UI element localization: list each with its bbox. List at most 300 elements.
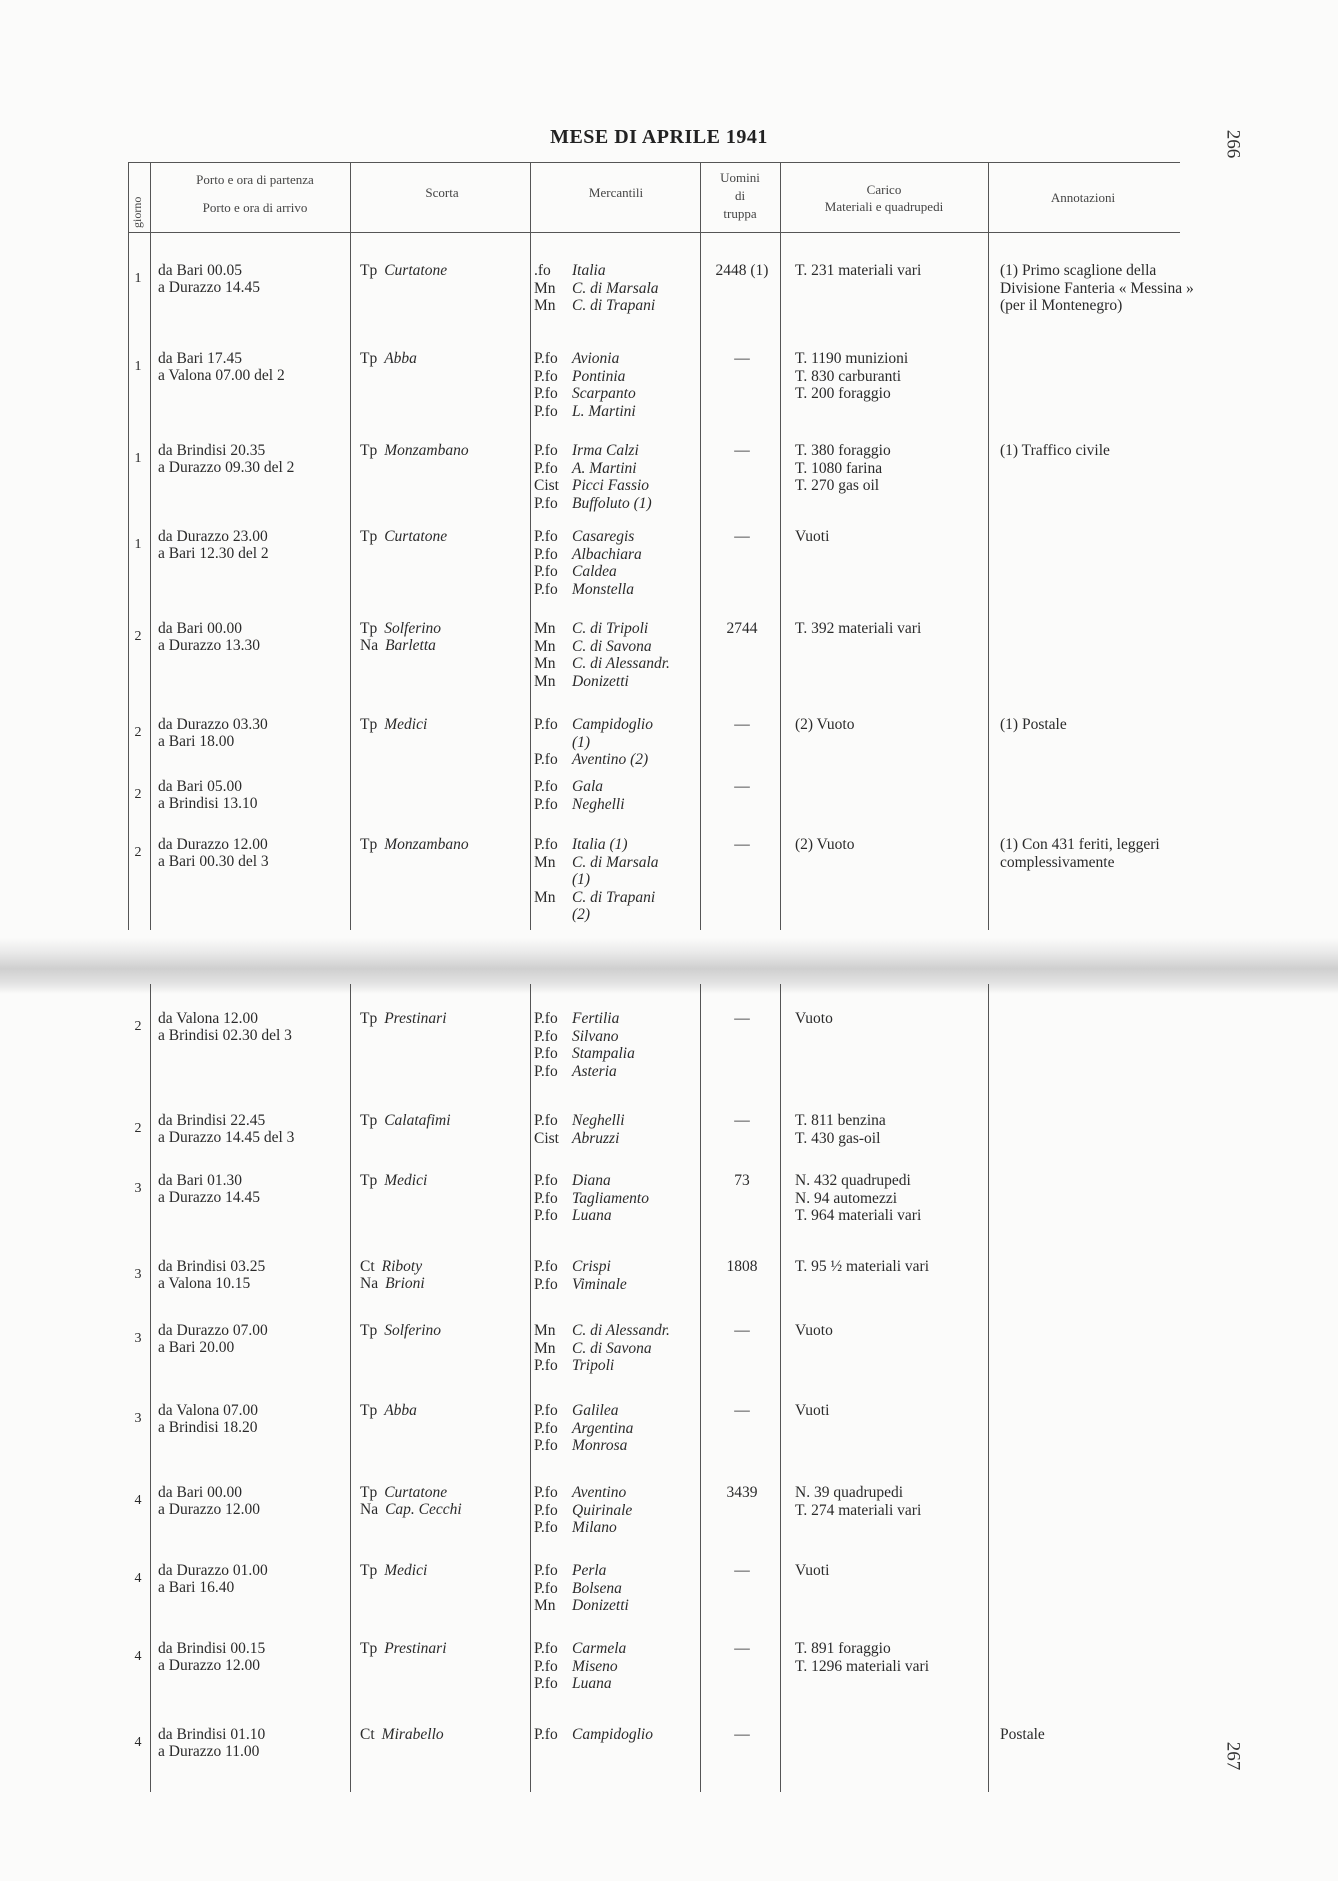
header-cargo-1: Carico (866, 182, 902, 197)
merchant-entry (534, 673, 629, 691)
troops-cell: — (734, 836, 750, 853)
notes-cell: Postale (1000, 1726, 1045, 1743)
escort-name: Abba (384, 350, 417, 367)
merchant-type: P.fo (534, 580, 558, 598)
merchant-entry (534, 403, 636, 421)
arrival-cell: a Durazzo 09.30 del 2 (158, 459, 295, 476)
day-cell: 3 (134, 1331, 142, 1346)
day-cell: 2 (134, 725, 142, 740)
escort-entry (360, 716, 427, 734)
merchant-entry (534, 1045, 635, 1063)
merchant-type: Mn (534, 279, 556, 297)
merchant-entry (534, 1597, 629, 1615)
merchant-entry (534, 460, 637, 478)
day-cell: 1 (134, 537, 142, 552)
merchant-entry (534, 528, 634, 546)
merchant-entry (534, 1402, 619, 1420)
escort-name: Curtatone (384, 528, 448, 545)
day-cell: 2 (134, 1121, 142, 1136)
merchant-type: P.fo (534, 1579, 558, 1597)
merchant-type: P.fo (534, 1189, 558, 1207)
troops-cell: 2448 (1) (715, 262, 769, 279)
merchant-entry (534, 836, 628, 854)
merchant-type: P.fo (534, 1062, 558, 1080)
merchant-name: Quirinale (572, 1501, 633, 1519)
escort-entry (360, 1484, 447, 1502)
merchant-name: Abruzzi (572, 1129, 620, 1147)
merchant-type: P.fo (534, 563, 558, 580)
escort-name: Curtatone (384, 262, 448, 279)
merchant-name: Donizetti (572, 1597, 629, 1614)
escort-entry (360, 1275, 425, 1293)
troops-cell: — (734, 1010, 750, 1027)
merchant-type: P.fo (534, 1562, 558, 1579)
merchant-type: Mn (534, 297, 556, 314)
merchant-name: Fertilia (572, 1010, 620, 1027)
merchant-name: Donizetti (572, 672, 629, 690)
escort-entry (360, 1402, 417, 1420)
escort-entry (360, 1322, 441, 1340)
escort-name: Monzambano (384, 836, 469, 853)
troops-cell: — (734, 442, 750, 459)
merchant-name: C. di Trapani (572, 297, 656, 314)
notes-cell: (1) Postale (1000, 716, 1067, 733)
merchant-type: P.fo (534, 402, 558, 420)
cargo-line: T. 964 materiali vari (795, 1207, 922, 1224)
arrival-cell: a Durazzo 14.45 (158, 1189, 260, 1206)
merchant-name: Italia (1) (572, 836, 628, 853)
cargo-line: Vuoti (795, 528, 830, 545)
merchant-name: Tagliamento (572, 1189, 649, 1207)
merchant-name: Gala (572, 778, 603, 795)
escort-entry (360, 350, 417, 368)
merchant-name: Bolsena (572, 1579, 622, 1597)
merchant-entry (534, 1010, 619, 1028)
merchant-type: P.fo (534, 1501, 558, 1519)
merchant-name: Asteria (572, 1062, 617, 1080)
day-cell: 2 (134, 1019, 142, 1034)
merchant-name: C. di Marsala (572, 853, 659, 871)
merchant-entry (534, 280, 659, 298)
merchant-entry (534, 1519, 617, 1537)
merchant-entry (534, 1063, 617, 1081)
cargo-line: T. 231 materiali vari (795, 262, 922, 279)
merchant-entry (534, 1276, 627, 1294)
header-notes: Annotazioni (1050, 190, 1116, 205)
departure-cell: da Brindisi 00.15 (158, 1640, 266, 1657)
merchant-name: Luana (572, 1207, 612, 1224)
merchant-type: P.fo (534, 528, 558, 545)
cargo-line: Vuoti (795, 1562, 830, 1579)
escort-name: Brioni (385, 1275, 425, 1292)
merchant-entry (534, 1357, 614, 1375)
notes-cell: (1) Traffico civile (1000, 442, 1110, 459)
merchant-name: Casaregis (572, 528, 635, 545)
merchant-name: C. di Alessandr. (572, 655, 670, 672)
troops-cell: — (734, 1562, 750, 1579)
departure-cell: da Bari 17.45 (158, 350, 242, 367)
merchant-name: (2) (572, 906, 591, 923)
departure-cell: da Bari 05.00 (158, 778, 242, 795)
merchant-type: P.fo (534, 751, 558, 768)
escort-type: Tp (360, 1402, 378, 1419)
notes-cell: (1) Primo scaglione della Divisione Fanteria « Messina » (per il Montenegro) (1000, 262, 1194, 314)
escort-entry (360, 836, 469, 854)
escort-name: Abba (384, 1402, 417, 1419)
arrival-cell: a Bari 18.00 (158, 733, 235, 750)
escort-entry (360, 1726, 444, 1744)
troops-cell: 1808 (726, 1258, 758, 1275)
escort-entry (360, 1640, 447, 1658)
day-cell: 2 (134, 629, 142, 644)
cargo-line: Vuoti (795, 1402, 830, 1419)
merchant-entry (534, 751, 648, 769)
escort-type: Tp (360, 716, 378, 733)
merchant-entry (534, 906, 590, 924)
merchant-name: C. di Tripoli (572, 620, 649, 637)
header-merchants: Mercantili (588, 185, 644, 200)
escort-entry (360, 262, 447, 280)
merchant-name: Buffoluto (1) (572, 494, 652, 512)
departure-cell: da Durazzo 12.00 (158, 836, 268, 853)
merchant-type: P.fo (534, 1112, 558, 1129)
day-cell: 4 (134, 1493, 142, 1508)
merchant-entry (534, 655, 670, 673)
arrival-cell: a Durazzo 11.00 (158, 1743, 260, 1760)
merchant-entry (534, 1190, 649, 1208)
arrival-cell: a Brindisi 18.20 (158, 1419, 258, 1436)
header-troops-2: di (734, 188, 746, 203)
departure-cell: da Brindisi 01.10 (158, 1726, 266, 1743)
escort-name: Prestinari (384, 1640, 447, 1657)
merchant-name: Perla (572, 1562, 607, 1579)
departure-cell: da Bari 00.00 (158, 620, 242, 637)
cargo-line: Vuoto (795, 1322, 833, 1339)
merchant-entry (534, 546, 642, 564)
merchant-type: P.fo (534, 836, 558, 853)
day-cell: 1 (134, 451, 142, 466)
merchant-name: Viminale (572, 1275, 627, 1293)
merchant-entry (534, 889, 655, 907)
troops-cell: 3439 (726, 1484, 758, 1501)
merchant-type: P.fo (534, 1010, 558, 1027)
merchant-type: P.fo (534, 1657, 558, 1675)
cargo-line: T. 392 materiali vari (795, 620, 922, 637)
merchant-name: Caldea (572, 563, 617, 580)
departure-cell: da Durazzo 23.00 (158, 528, 268, 545)
header-port-departure: Porto e ora di partenza (196, 172, 314, 187)
merchant-type: Mn (534, 672, 556, 690)
escort-type: Tp (360, 1172, 378, 1189)
merchant-name: Aventino (2) (572, 751, 649, 768)
day-cell: 1 (134, 271, 142, 286)
merchant-name: Diana (572, 1172, 611, 1189)
departure-cell: da Brindisi 03.25 (158, 1258, 266, 1275)
merchant-entry (534, 1484, 626, 1502)
cargo-line: T. 1080 farina (795, 459, 883, 477)
escort-type: Tp (360, 1112, 378, 1129)
arrival-cell: a Bari 12.30 del 2 (158, 545, 269, 562)
day-cell: 2 (134, 787, 142, 802)
merchant-name: Luana (572, 1675, 612, 1692)
merchant-entry (534, 1420, 633, 1438)
merchant-entry (534, 1112, 625, 1130)
escort-name: Solferino (384, 1322, 442, 1339)
merchant-type: P.fo (534, 1484, 558, 1501)
merchant-type: P.fo (534, 795, 558, 813)
day-cell: 3 (134, 1411, 142, 1426)
merchant-name: Scarpanto (572, 385, 636, 402)
cargo-line: T. 200 foraggio (795, 385, 891, 402)
merchant-name: Monstella (572, 580, 634, 598)
arrival-cell: a Durazzo 14.45 del 3 (158, 1129, 295, 1146)
merchant-type: Mn (534, 620, 556, 637)
merchant-type: P.fo (534, 1640, 558, 1657)
merchant-type: P.fo (534, 545, 558, 563)
merchant-name: C. di Trapani (572, 888, 656, 906)
header-escort: Scorta (425, 185, 459, 200)
escort-name: Monzambano (384, 442, 469, 459)
departure-cell: da Bari 00.00 (158, 1484, 242, 1501)
merchant-entry (534, 1340, 652, 1358)
merchant-type: P.fo (534, 1172, 558, 1189)
merchant-entry (534, 796, 625, 814)
arrival-cell: a Valona 07.00 del 2 (158, 367, 285, 384)
escort-name: Medici (384, 1562, 428, 1579)
departure-cell: da Bari 01.30 (158, 1172, 242, 1189)
arrival-cell: a Durazzo 13.30 (158, 637, 260, 654)
escort-type: Ct (360, 1258, 375, 1275)
merchant-entry (534, 1726, 653, 1744)
table-bottom-section (128, 984, 1180, 1792)
escort-entry (360, 1562, 427, 1580)
notes-cell: (1) Con 431 feriti, leggeri complessivamente (1000, 836, 1160, 871)
troops-cell: — (734, 1112, 750, 1129)
escort-type: Tp (360, 1484, 378, 1501)
merchant-name: Carmela (572, 1640, 627, 1657)
escort-name: Calatafimi (384, 1112, 451, 1129)
cargo-line: T. 1296 materiali vari (795, 1657, 929, 1675)
merchant-name: Monrosa (572, 1437, 628, 1454)
merchant-name: Pontinia (572, 367, 626, 385)
merchant-name: Galilea (572, 1402, 619, 1419)
merchant-entry (534, 638, 652, 656)
cargo-line: N. 432 quadrupedi (795, 1172, 911, 1189)
header-cargo-2: Materiali e quadrupedi (824, 199, 944, 214)
escort-type: Tp (360, 620, 378, 637)
merchant-name: Irma Calzi (572, 442, 639, 459)
merchant-name: Argentina (572, 1419, 634, 1437)
escort-entry (360, 528, 447, 546)
cargo-line: T. 430 gas-oil (795, 1129, 881, 1147)
escort-type: Tp (360, 1010, 378, 1027)
escort-name: Medici (384, 1172, 428, 1189)
day-cell: 4 (134, 1649, 142, 1664)
merchant-entry (534, 495, 652, 513)
departure-cell: da Durazzo 01.00 (158, 1562, 268, 1579)
arrival-cell: a Bari 20.00 (158, 1339, 235, 1356)
merchant-type: P.fo (534, 1207, 558, 1224)
merchant-entry (534, 778, 603, 796)
escort-type: Ct (360, 1726, 375, 1743)
escort-name: Riboty (381, 1258, 423, 1275)
merchant-name: Crispi (572, 1258, 611, 1275)
merchant-name: C. di Marsala (572, 279, 659, 297)
merchant-entry (534, 854, 659, 872)
merchant-entry (534, 1675, 612, 1693)
merchant-entry (534, 1130, 619, 1148)
header-port-arrival: Porto e ora di arrivo (202, 200, 308, 215)
escort-name: Curtatone (384, 1484, 448, 1501)
merchant-name: Avionia (572, 350, 620, 367)
merchant-entry (534, 477, 649, 495)
merchant-entry (534, 262, 606, 280)
merchant-type: Mn (534, 1597, 556, 1614)
merchant-type: P.fo (534, 494, 558, 512)
escort-type: Tp (360, 1640, 378, 1657)
merchant-name: Campidoglio (572, 716, 653, 733)
arrival-cell: a Bari 16.40 (158, 1579, 235, 1596)
cargo-line: T. 891 foraggio (795, 1640, 891, 1657)
day-cell: 3 (134, 1181, 142, 1196)
merchant-entry (534, 716, 653, 734)
merchant-entry (534, 1322, 670, 1340)
merchant-type: P.fo (534, 1726, 558, 1743)
merchant-type: Mn (534, 888, 556, 906)
departure-cell: da Brindisi 22.45 (158, 1112, 266, 1129)
troops-cell: — (734, 1640, 750, 1657)
header-troops-3: truppa (723, 206, 757, 221)
merchant-type: P.fo (534, 1258, 558, 1275)
escort-type: Tp (360, 528, 378, 545)
departure-cell: da Durazzo 03.30 (158, 716, 268, 733)
merchant-entry (534, 1028, 619, 1046)
merchant-type: P.fo (534, 1675, 558, 1692)
header-troops-1: Uomini (720, 170, 760, 185)
merchant-type: Cist (534, 1129, 559, 1147)
merchant-type: P.fo (534, 1419, 558, 1437)
merchant-entry (534, 385, 636, 403)
escort-name: Cap. Cecchi (385, 1501, 462, 1518)
cargo-line: (2) Vuoto (795, 836, 855, 853)
arrival-cell: a Brindisi 13.10 (158, 795, 258, 812)
escort-entry (360, 1172, 427, 1190)
escort-name: Mirabello (381, 1726, 444, 1743)
merchant-name: Campidoglio (572, 1726, 653, 1743)
escort-type: Tp (360, 1322, 378, 1339)
cargo-line: T. 1190 munizioni (795, 350, 909, 367)
merchant-entry (534, 1658, 618, 1676)
merchant-type: Mn (534, 637, 556, 655)
merchant-type: P.fo (534, 1519, 558, 1536)
departure-cell: da Bari 00.05 (158, 262, 242, 279)
troops-cell: — (734, 778, 750, 795)
arrival-cell: a Durazzo 12.00 (158, 1657, 260, 1674)
merchant-name: L. Martini (572, 402, 636, 420)
day-cell: 4 (134, 1571, 142, 1586)
escort-entry (360, 620, 441, 638)
departure-cell: da Valona 07.00 (158, 1402, 259, 1419)
escort-entry (360, 637, 436, 655)
merchant-entry (534, 563, 617, 581)
page-number-top: 266 (1222, 129, 1244, 159)
cargo-line: T. 811 benzina (795, 1112, 886, 1129)
cargo-line: N. 94 automezzi (795, 1189, 898, 1207)
merchant-type: P.fo (534, 1402, 558, 1419)
merchant-entry (534, 871, 590, 889)
merchant-type: P.fo (534, 367, 558, 385)
merchant-entry (534, 1640, 626, 1658)
merchant-entry (534, 1258, 611, 1276)
merchant-entry (534, 1437, 627, 1455)
merchant-entry (534, 350, 619, 368)
merchant-type: Cist (534, 477, 559, 494)
merchant-name: Neghelli (572, 795, 625, 813)
escort-type: Tp (360, 836, 378, 853)
departure-cell: da Durazzo 07.00 (158, 1322, 268, 1339)
merchant-type: P.fo (534, 1437, 558, 1454)
merchant-name: Neghelli (572, 1112, 625, 1129)
header-giorno: giorno (130, 196, 144, 228)
escort-name: Solferino (384, 620, 442, 637)
merchant-entry (534, 297, 655, 315)
merchant-name: A. Martini (572, 459, 637, 477)
merchant-entry (534, 620, 648, 638)
merchant-type: P.fo (534, 442, 558, 459)
escort-entry (360, 1501, 462, 1519)
merchant-entry (534, 442, 639, 460)
merchant-name: (1) (572, 733, 591, 751)
merchant-name: Picci Fassio (572, 477, 650, 494)
merchant-type: P.fo (534, 1357, 558, 1374)
merchant-type: P.fo (534, 716, 558, 733)
merchant-type: .fo (534, 262, 551, 279)
merchant-name: (1) (572, 871, 591, 888)
merchant-name: Italia (572, 262, 606, 279)
merchant-entry (534, 1172, 611, 1190)
merchant-type: Mn (534, 655, 556, 672)
page-number-bottom: 267 (1222, 1741, 1244, 1771)
merchant-name: C. di Savona (572, 637, 652, 655)
escort-type: Tp (360, 442, 378, 459)
merchant-entry (534, 1580, 622, 1598)
escort-name: Prestinari (384, 1010, 447, 1027)
cargo-line: Vuoto (795, 1010, 833, 1027)
troops-cell: 73 (734, 1172, 750, 1189)
cargo-line: T. 830 carburanti (795, 367, 902, 385)
troops-cell: — (734, 1322, 750, 1339)
escort-type: Tp (360, 262, 378, 279)
page-title: MESE DI APRILE 1941 (550, 126, 768, 148)
merchant-type: P.fo (534, 385, 558, 402)
cargo-line: T. 270 gas oil (795, 477, 880, 494)
arrival-cell: a Durazzo 12.00 (158, 1501, 260, 1518)
troops-cell: — (734, 528, 750, 545)
escort-type: Tp (360, 1562, 378, 1579)
merchant-type: P.fo (534, 1027, 558, 1045)
merchant-type: P.fo (534, 350, 558, 367)
troops-cell: — (734, 350, 750, 367)
merchant-name: Milano (572, 1519, 617, 1536)
merchant-name: C. di Savona (572, 1339, 652, 1357)
escort-type: Na (360, 1501, 379, 1518)
day-cell: 4 (134, 1735, 142, 1750)
merchant-entry (534, 1562, 606, 1580)
merchant-name: Miseno (572, 1657, 618, 1675)
cargo-line: (2) Vuoto (795, 716, 855, 733)
merchant-type: Mn (534, 853, 556, 871)
day-cell: 3 (134, 1267, 142, 1282)
